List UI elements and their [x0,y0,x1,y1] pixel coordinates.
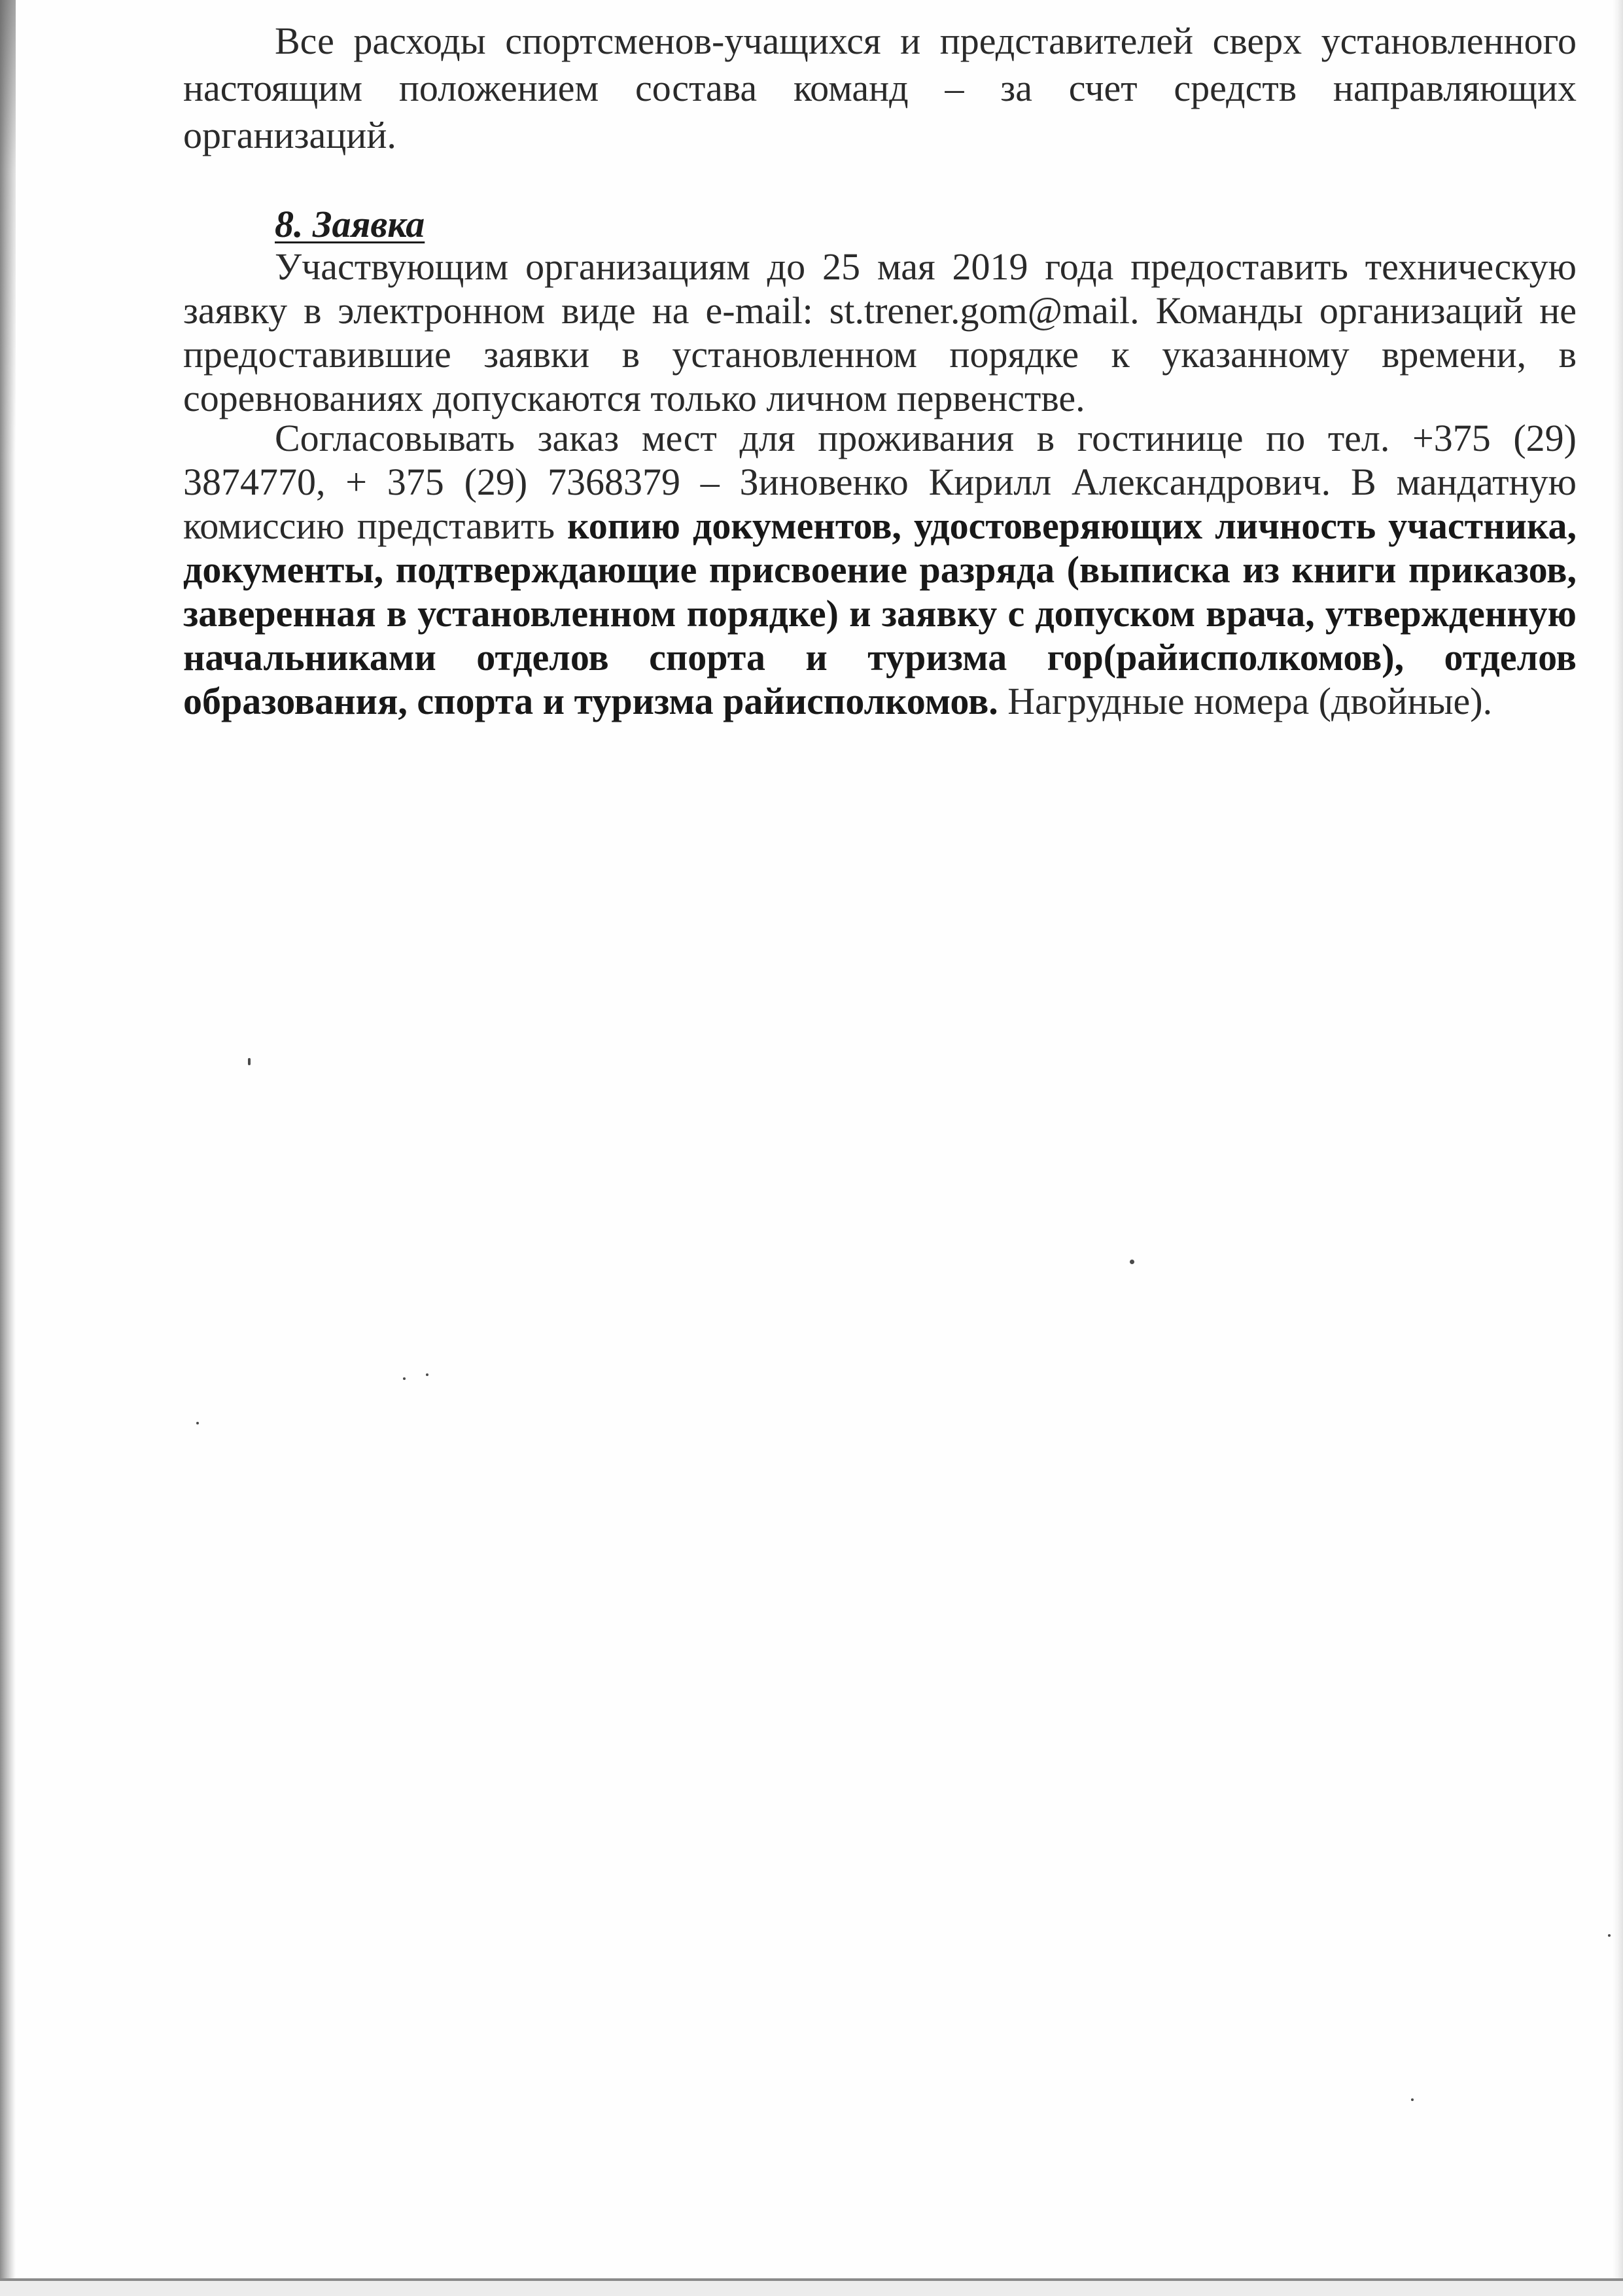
text-line [183,635,1577,679]
text-line: заявку в электронном виде на e-mail: st.trener.gom@mail. Команды организаций не [183,289,1577,332]
text-line: соревнованиях допускаются только личном первенстве. [183,377,1085,419]
scan-bottom-edge [0,2278,1623,2296]
text-line [183,679,1577,723]
scan-speck [1411,2098,1414,2101]
section-heading: 8. Заявка [275,203,425,245]
scan-speck [403,1377,406,1380]
scan-speck [248,1058,251,1065]
text-segment: комиссию представить [183,504,555,547]
bold-text-segment: начальниками отделов спорта и туризма гор(райисполкомов), отделов [183,636,1577,679]
text-line [183,416,1577,460]
text-line: Все расходы спортсменов-учащихся и представителей сверх установленного [275,20,1577,62]
bold-text-segment: образования, спорта и туризма райисполкомов. [183,680,998,722]
bold-text-segment: документы, подтверждающие присвоение разряда (выписка из книги приказов, [183,548,1577,591]
text-line [183,504,1577,548]
text-line [183,460,1577,504]
scan-speck [1608,1934,1611,1937]
scan-speck [1130,1260,1134,1264]
text-line [183,592,1577,635]
text-line [183,548,1577,592]
scan-left-edge-shadow [0,0,16,2278]
paragraph-accommodation [183,416,1577,723]
bold-text-segment: заверенная в установленном порядке) и заявку с допуском врача, утвержденную [183,592,1577,635]
text-line: предоставившие заявки в установленном порядке к указанному времени, в [183,333,1577,376]
text-segment: Согласовывать заказ мест для проживания в гостинице по тел. +375 (29) [275,417,1577,459]
scan-right-edge-shadow [1613,0,1623,2278]
text-segment: 3874770, + 375 (29) 7368379 – Зиновенко Кирилл Александрович. В мандатную [183,461,1577,503]
text-line: организаций. [183,114,396,156]
text-segment: Нагрудные номера (двойные). [1007,680,1493,722]
text-line: настоящим положением состава команд – за счет средств направляющих [183,67,1577,109]
paragraph-expenses [183,18,1577,159]
text-line: Участвующим организациям до 25 мая 2019 года предоставить техническую [275,245,1577,288]
scan-speck [426,1373,428,1376]
scan-speck [196,1422,199,1424]
bold-text-segment: копию документов, удостоверяющих личность участника, [567,504,1577,547]
paragraph-application-deadline [183,245,1577,420]
